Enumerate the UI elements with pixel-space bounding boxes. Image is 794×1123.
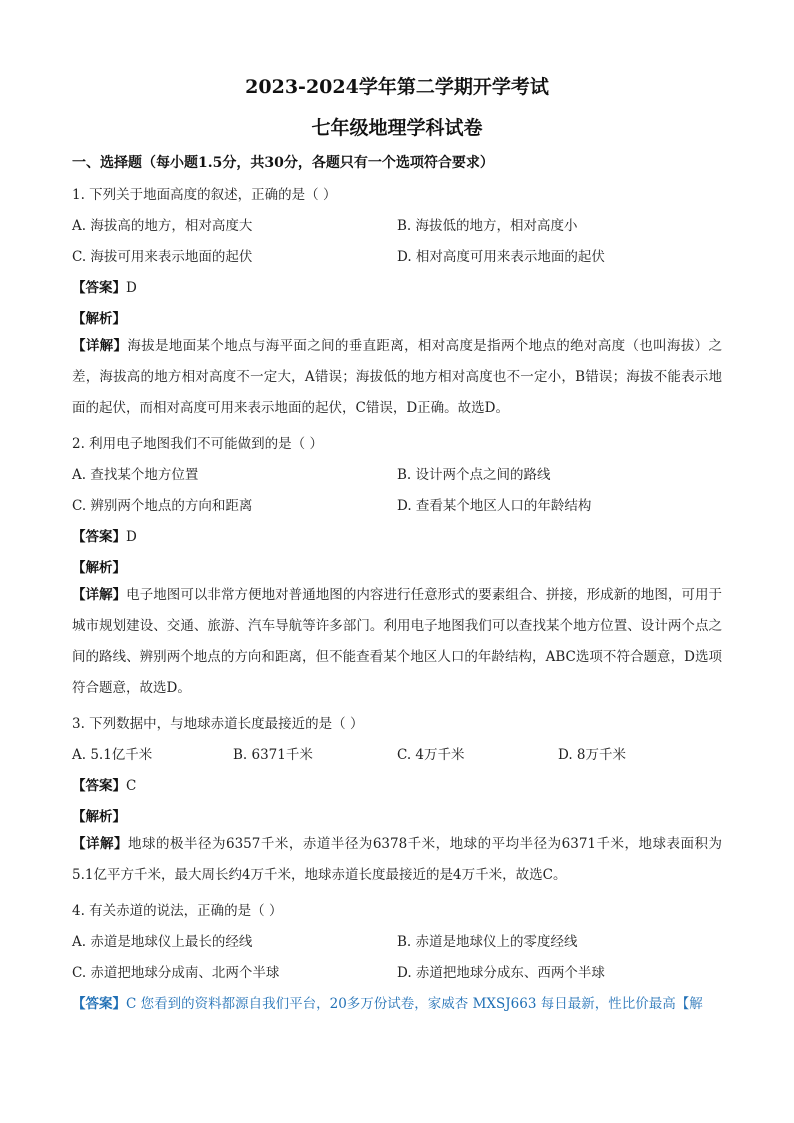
answer-label: 【答案】	[72, 280, 126, 296]
q4-answer-value: C 您看到的资料都源自我们平台，20多万份试卷，家威杏 MXSJ663 每日最新，性比价最高【解	[126, 996, 703, 1012]
q3-option-c: C. 4万千米	[397, 747, 465, 763]
q2-answer	[72, 525, 137, 545]
q2-detail-text: 电子地图可以非常方便地对普通地图的内容进行任意形式的要素组合、拼接，形成新的地图，可用于城市规划建设、交通、旅游、汽车导航等许多部门。利用电子地图我们可以查找某个地方位置、设计两个点之间的路线、辨别两个地点的方向和距离，但不能查看某个地区人口的年龄结构，ABC选项不符合题意，D选项符合题意，故选D。	[72, 587, 723, 696]
q3-analysis-label: 【解析】	[72, 809, 126, 825]
exam-subtitle: 七年级地理学科试卷	[311, 117, 483, 139]
q3-detail	[72, 829, 722, 891]
answer-label: 【答案】	[72, 529, 126, 545]
q3-answer	[72, 774, 136, 794]
q1-detail-text: 海拔是地面某个地点与海平面之间的垂直距离，相对高度是指两个地点的绝对高度（也叫海拔）之差，海拔高的地方相对高度不一定大，A错误；海拔低的地方相对高度也不一定小，B错误；海拔不能表示地面的起伏，而相对高度可用来表示地面的起伏，C错误，D正确。故选D。	[72, 338, 723, 416]
q4-option-a: A. 赤道是地球仪上最长的经线	[72, 934, 253, 950]
q1-analysis-label: 【解析】	[72, 311, 126, 327]
q1-option-b: B. 海拔低的地方，相对高度小	[397, 218, 578, 234]
detail-label: 【详解】	[72, 587, 127, 603]
q1-answer	[72, 276, 137, 296]
q3-detail-text: 地球的极半径为6357千米，赤道半径为6378千米，地球的平均半径为6371千米，地球表面积为5.1亿平方千米，最大周长约4万千米，地球赤道长度最接近的是4万千米，故选C。	[72, 836, 722, 883]
q2-answer-value: D	[126, 529, 137, 545]
q3-answer-value: C	[126, 778, 137, 794]
q3-option-a: A. 5.1亿千米	[72, 747, 153, 763]
q1-option-c: C. 海拔可用来表示地面的起伏	[72, 249, 253, 265]
q2-option-d: D. 查看某个地区人口的年龄结构	[397, 498, 592, 514]
q2-analysis-label: 【解析】	[72, 560, 126, 576]
q2-option-a: A. 查找某个地方位置	[72, 467, 199, 483]
detail-label: 【详解】	[72, 338, 128, 354]
q2-option-c: C. 辨别两个地点的方向和距离	[72, 498, 253, 514]
exam-title: 2023-2024学年第二学期开学考试	[245, 76, 549, 98]
answer-label: 【答案】	[72, 996, 126, 1012]
q3-option-d: D. 8万千米	[558, 747, 627, 763]
q2-detail	[72, 580, 722, 704]
q1-detail	[72, 331, 722, 424]
q4-option-c: C. 赤道把地球分成南、北两个半球	[72, 965, 280, 981]
q3-stem: 3. 下列数据中，与地球赤道长度最接近的是（ ）	[72, 716, 364, 732]
q3-option-b: B. 6371千米	[233, 747, 313, 763]
q4-answer	[72, 992, 724, 1012]
q1-option-a: A. 海拔高的地方，相对高度大	[72, 218, 253, 234]
q1-option-d: D. 相对高度可用来表示地面的起伏	[397, 249, 605, 265]
q4-option-b: B. 赤道是地球仪上的零度经线	[397, 934, 578, 950]
q2-option-b: B. 设计两个点之间的路线	[397, 467, 551, 483]
detail-label: 【详解】	[72, 836, 128, 852]
q1-answer-value: D	[126, 280, 137, 296]
answer-label: 【答案】	[72, 778, 126, 794]
section-heading: 一、选择题（每小题1.5分，共30分，各题只有一个选项符合要求）	[72, 155, 494, 171]
q1-stem: 1. 下列关于地面高度的叙述，正确的是（ ）	[72, 187, 337, 203]
q4-option-d: D. 赤道把地球分成东、西两个半球	[397, 965, 605, 981]
q4-stem: 4. 有关赤道的说法，正确的是（ ）	[72, 903, 283, 919]
q2-stem: 2. 利用电子地图我们不可能做到的是（ ）	[72, 436, 323, 452]
